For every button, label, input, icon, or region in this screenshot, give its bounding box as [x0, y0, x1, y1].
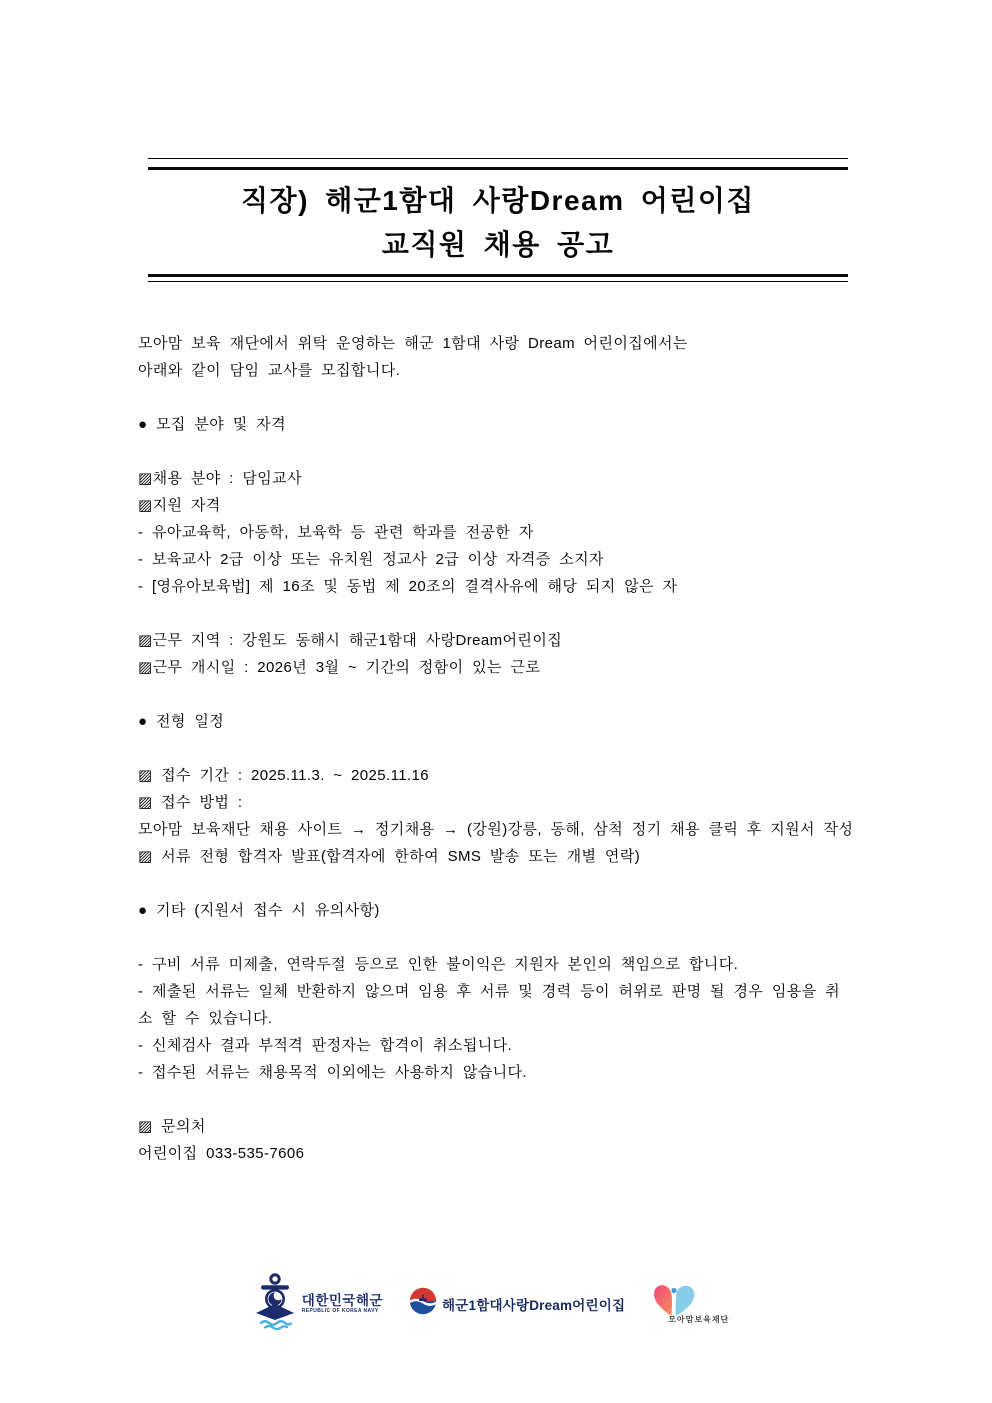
body-line: - 신체검사 결과 부적격 판정자는 합격이 취소됩니다.: [138, 1037, 513, 1054]
body-line: ▨ 서류 전형 합격자 발표(합격자에 한하여 SMS 발송 또는 개별 연락): [138, 848, 641, 865]
foundation-logo-name: 모아맘보육재단: [668, 1314, 730, 1324]
body-line: - [영유아보육법] 제 16조 및 동법 제 20조의 결격사유에 해당 되지 않은 자: [138, 578, 678, 595]
title-block: [148, 158, 848, 282]
bottom-thick-rule: [148, 274, 848, 277]
body-line: 모아맘 보육재단 채용 사이트 → 정기채용 → (강원)강릉, 동해, 삼척 정기 채용 클릭 후 지원서 작성: [138, 821, 854, 838]
body-line: ▨ 접수 방법 :: [138, 794, 243, 811]
top-thin-rule: [148, 158, 848, 159]
navy-logo-name: 대한민국해군: [301, 1292, 384, 1308]
body-line: 어린이집 033-535-7606: [138, 1145, 305, 1162]
bottom-thin-rule: [148, 281, 848, 282]
body-line: ● 기타 (지원서 접수 시 유의사항): [138, 902, 380, 919]
body-line: - 구비 서류 미제출, 연락두절 등으로 인한 불이익은 지원자 본인의 책임으로 합니다.: [138, 956, 739, 973]
body-line: ▨근무 지역 : 강원도 동해시 해군1함대 사랑Dream어린이집: [138, 632, 563, 649]
blank-line: [138, 438, 878, 465]
body-line: ▨ 접수 기간 : 2025.11.3. ~ 2025.11.16: [138, 767, 430, 784]
fleet-taegeuk-emblem-icon: [409, 1287, 437, 1320]
blank-line: [138, 1086, 878, 1113]
document-title-line2: 교직원 채용 공고: [381, 229, 615, 260]
fleet-daycare-logo: [409, 1287, 625, 1320]
navy-logo-text: [302, 1293, 383, 1315]
body-line: ● 모집 분야 및 자격: [138, 416, 286, 433]
blank-line: [138, 870, 878, 897]
blank-line: [138, 924, 878, 951]
foundation-logo: [651, 1280, 737, 1328]
document-body: [138, 330, 878, 1167]
navy-anchor-emblem-icon: [255, 1272, 295, 1335]
fleet-daycare-logo-name: 해군1함대사랑Dream어린이집: [442, 1297, 626, 1313]
body-line: 모아맘 보육 재단에서 위탁 운영하는 해군 1함대 사랑 Dream 어린이집에서는: [138, 335, 688, 352]
body-line: - 보육교사 2급 이상 또는 유치원 정교사 2급 이상 자격증 소지자: [138, 551, 604, 568]
body-line: 아래와 같이 담임 교사를 모집합니다.: [138, 362, 401, 379]
top-thick-rule: [148, 167, 848, 170]
blank-line: [138, 681, 878, 708]
body-line: 소 할 수 있습니다.: [138, 1010, 273, 1027]
body-line: ● 전형 일정: [138, 713, 225, 730]
blank-line: [138, 384, 878, 411]
body-line: - 유아교육학, 아동학, 보육학 등 관련 학과를 전공한 자: [138, 524, 534, 541]
body-line: ▨지원 자격: [138, 497, 221, 514]
document-title-line1: 직장) 해군1함대 사랑Dream 어린이집: [241, 185, 755, 216]
body-line: - 제출된 서류는 일체 반환하지 않으며 임용 후 서류 및 경력 등이 허위로 판명 될 경우 임용을 취: [138, 983, 840, 1000]
footer-logos: [0, 1272, 992, 1335]
body-line: ▨ 문의처: [138, 1118, 206, 1135]
body-line: - 접수된 서류는 채용목적 이외에는 사용하지 않습니다.: [138, 1064, 527, 1081]
blank-line: [138, 600, 878, 627]
navy-logo-subtitle: REPUBLIC OF KOREA NAVY: [301, 1307, 379, 1314]
blank-line: [138, 735, 878, 762]
body-line: ▨채용 분야 : 담임교사: [138, 470, 302, 487]
navy-logo: [255, 1272, 383, 1335]
body-line: ▨근무 개시일 : 2026년 3월 ~ 기간의 정함이 있는 근로: [138, 659, 541, 676]
